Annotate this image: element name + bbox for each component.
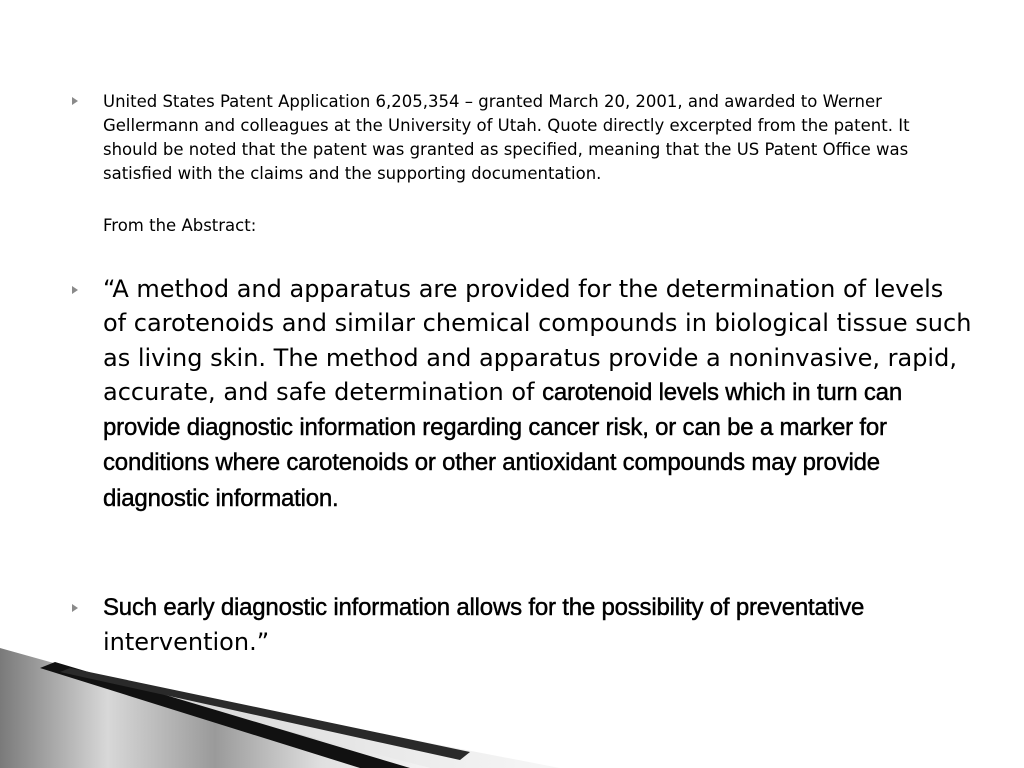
bullet-3-marker <box>72 604 78 612</box>
bullet-3-bold: Such early diagnostic information allows for the possibility of preventative <box>103 594 865 621</box>
bullet-1-subtext: From the Abstract: <box>103 216 257 235</box>
bullet-1-marker <box>72 97 78 105</box>
bullet-3-plain: intervention.” <box>103 628 270 657</box>
bullet-3-text <box>103 590 973 660</box>
bullet-2-marker <box>72 286 78 294</box>
bullet-2-bold: carotenoid levels which in turn can provide diagnostic information regarding cancer risk, or can be a marker for conditions where carotenoids or other antioxidant compounds may provide diagnostic information. <box>103 378 902 512</box>
bullet-2-plain: “A method and apparatus are provided for the determination of levels of carotenoids and similar chemical compounds in biological tissue such as living skin. The method and apparatus provide a noninvasive, rapid, accurate, and safe determination of <box>103 275 972 406</box>
bullet-1-text: United States Patent Application 6,205,354 – granted March 20, 2001, and awarded to Werner Gellermann and colleagues at the University of Utah. Quote directly excerpted from the patent. It should be noted that the patent was granted as specified, meaning that the US Patent Office was satisfied with the claims and the supporting documentation. <box>103 92 910 183</box>
bullet-2-text <box>103 272 973 516</box>
